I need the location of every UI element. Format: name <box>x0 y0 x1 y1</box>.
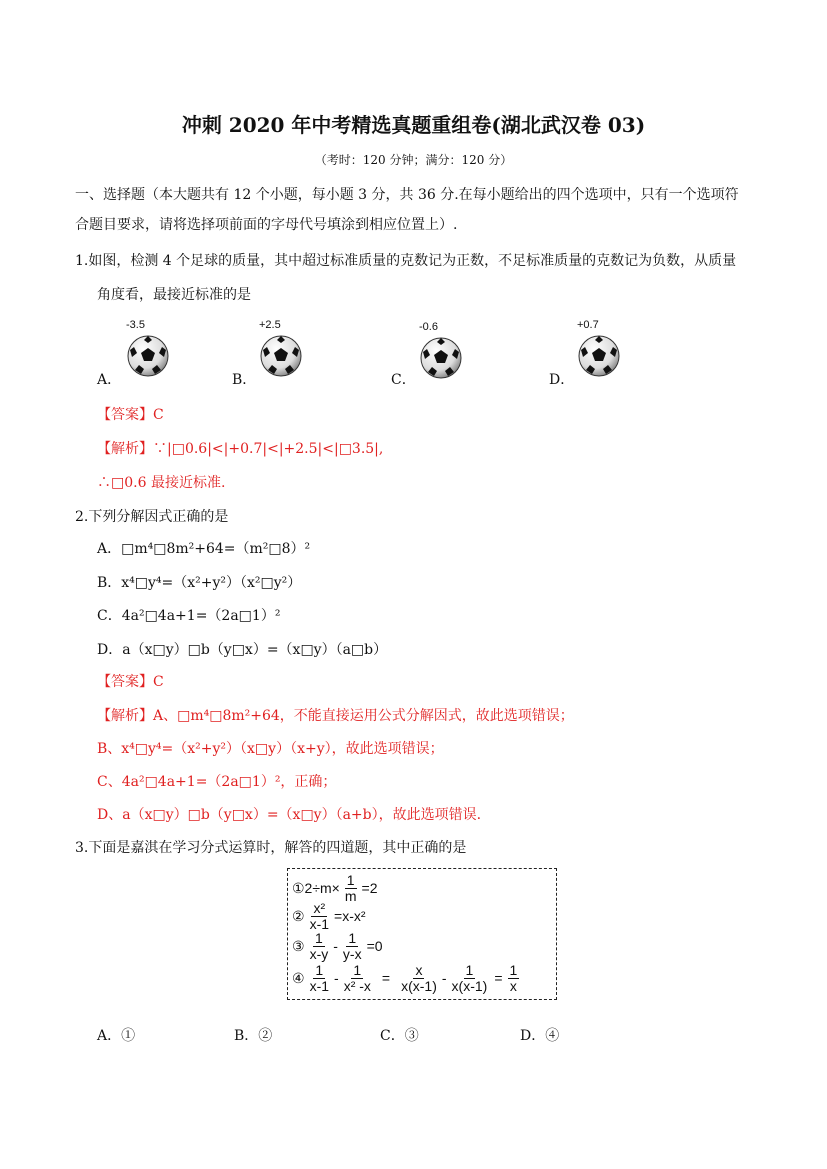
q1-option-c-letter: C． <box>391 372 416 388</box>
equals-sign: = <box>381 970 391 987</box>
q3-s3-label: ③ <box>292 937 305 954</box>
fraction-numerator: x <box>415 962 423 978</box>
q1-stem-line1: 1.如图，检测 4 个足球的质量，其中超过标准质量的克数记为正数，不足标准质量的克数记为负数，从质量 <box>75 253 737 269</box>
q3-option-a: A．① <box>97 1028 136 1044</box>
section-heading-line2: 合题目要求，请将选择项前面的字母代号填涂到相应位置上）. <box>75 217 458 233</box>
q3-s1-left: ①2÷m× <box>292 879 340 896</box>
q1-option-a-value: -3.5 <box>126 319 145 331</box>
q1-option-a-letter: A． <box>97 372 122 388</box>
fraction-denominator: x <box>509 977 517 994</box>
analysis-label: 【解析】 <box>97 441 153 457</box>
q2-option-d: D．a（x□y）□b（y□x）=（x□y）（a□b） <box>97 642 388 658</box>
q1-stem-line2: 角度看，最接近标准的是 <box>97 287 251 303</box>
q3-s4-fraction-3 <box>399 963 439 993</box>
fraction-denominator: x² -x <box>343 977 371 994</box>
q1-analysis-line2: ∴□0.6 最接近标准. <box>97 475 226 491</box>
fraction-numerator: 1 <box>315 930 323 946</box>
q3-solution-3 <box>292 931 383 961</box>
q3-stem: 3.下面是嘉淇在学习分式运算时，解答的四道题，其中正确的是 <box>75 840 467 856</box>
q3-option-b: B．② <box>234 1028 273 1044</box>
fraction-numerator: 1 <box>509 962 518 978</box>
q1-answer: 【答案】C <box>97 407 164 423</box>
section-heading-line1: 一、选择题（本大题共有 12 个小题，每小题 3 分，共 36 分.在每小题给出的四个选项中，只有一个选项符 <box>75 187 739 203</box>
analysis-label: 【解析】 <box>97 708 153 724</box>
fraction-numerator: 1 <box>465 962 474 978</box>
q3-s4-fraction-1 <box>308 963 331 993</box>
q1-option-b-value: +2.5 <box>259 319 281 331</box>
soccer-ball-icon <box>577 334 621 378</box>
q1-option-d-value: +0.7 <box>577 319 599 331</box>
fraction-denominator: x-1 <box>309 977 330 994</box>
q3-s3-fraction-2 <box>341 931 364 961</box>
q3-s1-fraction <box>343 873 359 903</box>
fraction-numerator: 1 <box>348 930 357 946</box>
q2-stem: 2.下列分解因式正确的是 <box>75 509 229 525</box>
q3-solution-4 <box>292 963 522 993</box>
q3-s2-right: =x-x² <box>334 908 366 925</box>
q3-option-c: C．③ <box>380 1028 419 1044</box>
q3-s4-fraction-4 <box>450 963 490 993</box>
minus-sign: - <box>333 938 338 955</box>
q3-solution-1 <box>292 873 378 903</box>
q3-s4-fraction-5 <box>508 963 520 993</box>
q1-option-b-letter: B． <box>232 372 257 388</box>
q1-analysis-text: ∵|□0.6|<|+0.7|<|+2.5|<|□3.5|, <box>153 441 384 457</box>
fraction-numerator: 1 <box>353 962 362 978</box>
q2-option-a: A．□m⁴□8m²+64=（m²□8）² <box>97 541 311 557</box>
fraction-denominator: x-y <box>309 945 329 962</box>
page-title: 冲刺 2020 年中考精选真题重组卷(湖北武汉卷 03) <box>181 113 646 137</box>
q2-answer: 【答案】C <box>97 674 164 690</box>
q3-s2-label: ② <box>292 907 305 924</box>
q2-option-c: C．4a²□4a+1=（2a□1）² <box>97 608 281 624</box>
q2-analysis-b: B、x⁴□y⁴=（x²+y²）（x□y）（x+y），故此选项错误； <box>97 741 444 757</box>
minus-sign: - <box>441 970 447 987</box>
fraction-denominator: x(x-1) <box>401 977 437 994</box>
soccer-ball-icon <box>126 334 170 378</box>
fraction-numerator: x² <box>313 900 326 916</box>
soccer-ball-icon <box>259 334 303 378</box>
fraction-numerator: 1 <box>315 962 324 978</box>
q1-analysis-line1 <box>97 438 383 458</box>
fraction-denominator: y-x <box>342 945 362 962</box>
fraction-denominator: x-1 <box>309 915 330 932</box>
fraction-denominator: x(x-1) <box>451 977 488 994</box>
q1-option-c-value: -0.6 <box>419 321 438 333</box>
q2-analysis-a <box>97 705 574 725</box>
q3-s4-label: ④ <box>292 969 305 986</box>
fraction-denominator: m <box>344 887 357 904</box>
soccer-ball-icon <box>419 336 463 380</box>
q3-option-d: D．④ <box>520 1028 560 1044</box>
minus-sign: - <box>334 970 339 987</box>
q3-solution-2 <box>292 901 366 931</box>
q2-analysis-d: D、a（x□y）□b（y□x）=（x□y）（a+b），故此选项错误. <box>97 807 482 823</box>
q3-solutions-box <box>287 868 557 1000</box>
q3-s3-fraction-1 <box>308 931 331 961</box>
equals-sign: = <box>494 970 503 987</box>
exam-info: （考时：120 分钟；满分：120 分） <box>314 153 513 167</box>
q3-s4-fraction-2 <box>342 963 373 993</box>
q3-s1-right: =2 <box>361 880 378 897</box>
q3-s2-fraction <box>308 901 331 931</box>
q2-option-b: B．x⁴□y⁴=（x²+y²）（x²□y²） <box>97 575 302 591</box>
q2-analysis-c: C、4a²□4a+1=（2a□1）²，正确； <box>97 774 337 790</box>
fraction-numerator: 1 <box>346 872 355 888</box>
q1-option-d-letter: D． <box>549 372 575 388</box>
q3-s3-right: =0 <box>366 938 383 955</box>
q2-analysis-a-text: A、□m⁴□8m²+64，不能直接运用公式分解因式，故此选项错误； <box>153 708 574 724</box>
